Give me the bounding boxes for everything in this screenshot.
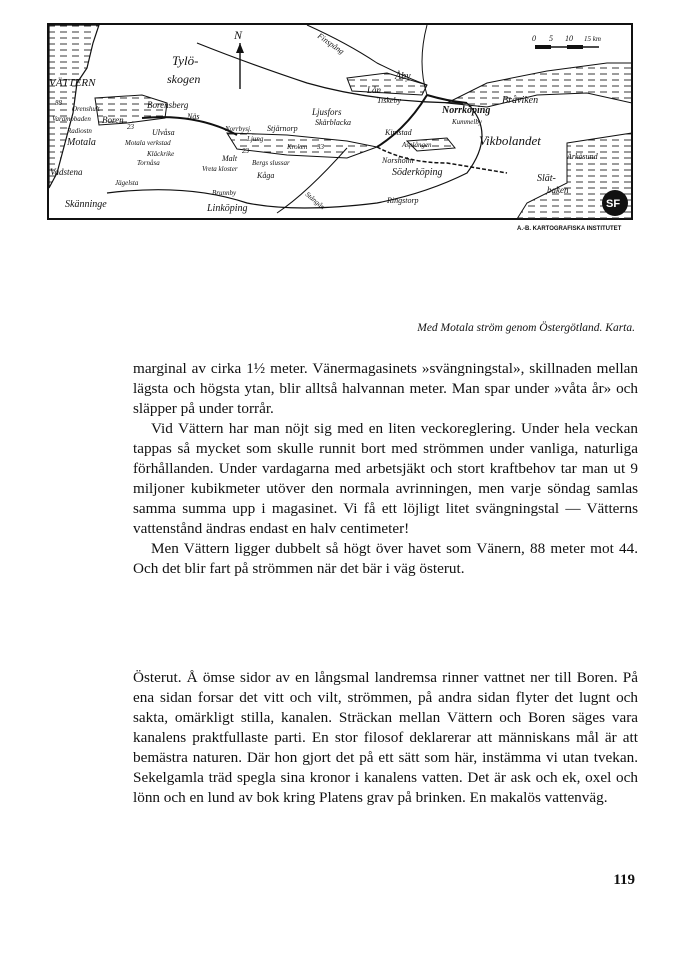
- map-label-brunnby: Brunnby: [212, 189, 237, 197]
- map-label-23a: 23: [127, 123, 134, 131]
- map-label-motalaverkstad: Motala verkstad: [125, 139, 171, 147]
- map-label-jagelsta: Jägelsta: [115, 179, 139, 187]
- map-label-malt: Malt: [222, 154, 238, 163]
- map-label-norsholm: Norsholm: [382, 156, 414, 165]
- body-text-bottom: [133, 668, 638, 808]
- map-label-finspang: Finspång: [315, 31, 346, 56]
- map-caption: Med Motala ström genom Östergötland. Karta.: [417, 322, 635, 334]
- map-label-vikbolandet: Vikbolandet: [479, 133, 541, 148]
- map-label-soderkoping: Söderköping: [392, 167, 443, 178]
- map-label-skarblacka: Skärblacka: [315, 118, 351, 127]
- map-label-bergs: Bergs slussar: [252, 159, 290, 167]
- map-label-lan: Lån: [367, 85, 382, 95]
- map-label-orenshult: Orenshult: [72, 105, 100, 113]
- map-label-33: 33: [317, 143, 324, 151]
- map-label-tiskeby: Tiskeby: [377, 96, 401, 105]
- scale-tick-10: 10: [565, 34, 573, 43]
- map-label-88: 88: [55, 99, 62, 107]
- map-label-slat: Slät-: [537, 173, 556, 184]
- map-figure: [47, 23, 633, 233]
- page-number: 119: [613, 872, 635, 888]
- paragraph-3: Men Vättern ligger dubbelt så högt över havet som Vänern, 88 meter mot 44. Och det blir fart på strömmen när det bär i väg österut.: [133, 540, 638, 577]
- map-label-aby: Åby: [395, 71, 411, 82]
- map-label-asplangen: Asplången: [402, 141, 432, 149]
- map-label-ulvasa: Ulvåsa: [152, 128, 175, 137]
- map-label-radiostn: Radiostn: [67, 127, 92, 135]
- map-label-tornasa: Tornåsa: [137, 159, 160, 167]
- map-label-stjarnorp: Stjärnorp: [267, 124, 298, 133]
- publisher-label: A.-B. KARTOGRAFISKA INSTITUTET: [517, 226, 622, 232]
- map-label-ljung: Ljung: [247, 135, 264, 143]
- map-label-stangan: Stångån: [303, 190, 327, 212]
- map-label-vreta: Vreta kloster: [202, 165, 238, 173]
- map-label-arkosund: Arkösund: [567, 152, 598, 161]
- scale-tick-0: 0: [532, 34, 536, 43]
- map-label-borensberg: Borensberg: [147, 100, 189, 110]
- map-label-skogen: skogen: [167, 72, 201, 86]
- map-label-braviken: Bråviken: [502, 95, 539, 106]
- map-label-ringstorp: Ringstorp: [387, 196, 419, 205]
- map-label-23b: 23: [242, 147, 249, 155]
- map-label-varamobaden: Varamobaden: [52, 115, 91, 123]
- map-label-kummelby: Kummelby: [452, 118, 482, 126]
- map-label-linkoping: Linköping: [207, 203, 248, 214]
- map-label-kimstad: Kimstad: [385, 128, 412, 137]
- map-label-skanninge: Skänninge: [65, 199, 107, 210]
- map-label-vadstena: Vadstena: [50, 167, 83, 177]
- paragraph-2: Vid Vättern har man nöjt sig med en liten veckoreglering. Under hela veckan tappas så mycket som skulle runnit bort med strömmen under vanliga, naturliga förhållanden. Under vardagarna med arbetsjäkt och stort kraftbehov tar man ut 9 miljoner kubikmeter utöver den normala avrinningen, men varje söndag samlas samma summa upp i magasinet. Vi få ett löjligt litet svängningstal — Vätterns vattenstånd ändras endast en halv centimeter!: [133, 420, 638, 537]
- map-label-klackrike: Kläckrike: [147, 150, 175, 158]
- map-label-ljusfors: Ljusfors: [312, 107, 342, 117]
- map-label-kaga: Kåga: [257, 171, 275, 180]
- map-svg: [47, 23, 633, 233]
- map-label-nas: Näs: [187, 112, 200, 121]
- scale-tick-5: 5: [549, 34, 553, 43]
- map-label-vattern: VÄTTERN: [49, 77, 96, 89]
- map-label-motala: Motala: [67, 137, 96, 148]
- map-label-kroken: Kroken: [287, 143, 308, 151]
- body-text-top: [133, 359, 638, 579]
- map-label-baken: baken: [547, 185, 569, 195]
- scale-tick-15: 15 km: [584, 35, 601, 43]
- sf-logo-text: SF: [606, 198, 621, 210]
- map-label-north: N: [234, 28, 243, 42]
- paragraph-4: Österut. Å ömse sidor av en långsmal landremsa rinner vattnet ner till Boren. På ena sidan forsar det vitt och vilt, strömmen, på andra sidan flyter det lugnt och sakta, omärkligt stilla, kanalen. Sträckan mellan Vättern och Boren säges vara kanalens praktfullaste parti. En stor filosof deklarerar att människans mål är att bemästra naturen. Där hon gjort det på ett sätt som här, instämma vi utan tvekan. Sekelgamla träd spegla sina kronor i kanalens vatten. Det är ask och ek, oxel och lönn och en lund av bok kring Platens grav på brinken. En makalös vattenväg.: [133, 669, 638, 806]
- map-label-boren: Boren: [102, 115, 124, 125]
- paragraph-1: marginal av cirka 1½ meter. Vänermagasinets »svängningstal», skillnaden mellan lägsta och högsta ytan, blir alltså halvannan meter. Man spar under »våta år» och släpper på under torrår.: [133, 360, 638, 417]
- map-label-tylo: Tylö-: [172, 53, 199, 68]
- map-label-norrkoping: Norrköping: [442, 105, 491, 116]
- map-label-norrby: Norrbysj.: [225, 125, 252, 133]
